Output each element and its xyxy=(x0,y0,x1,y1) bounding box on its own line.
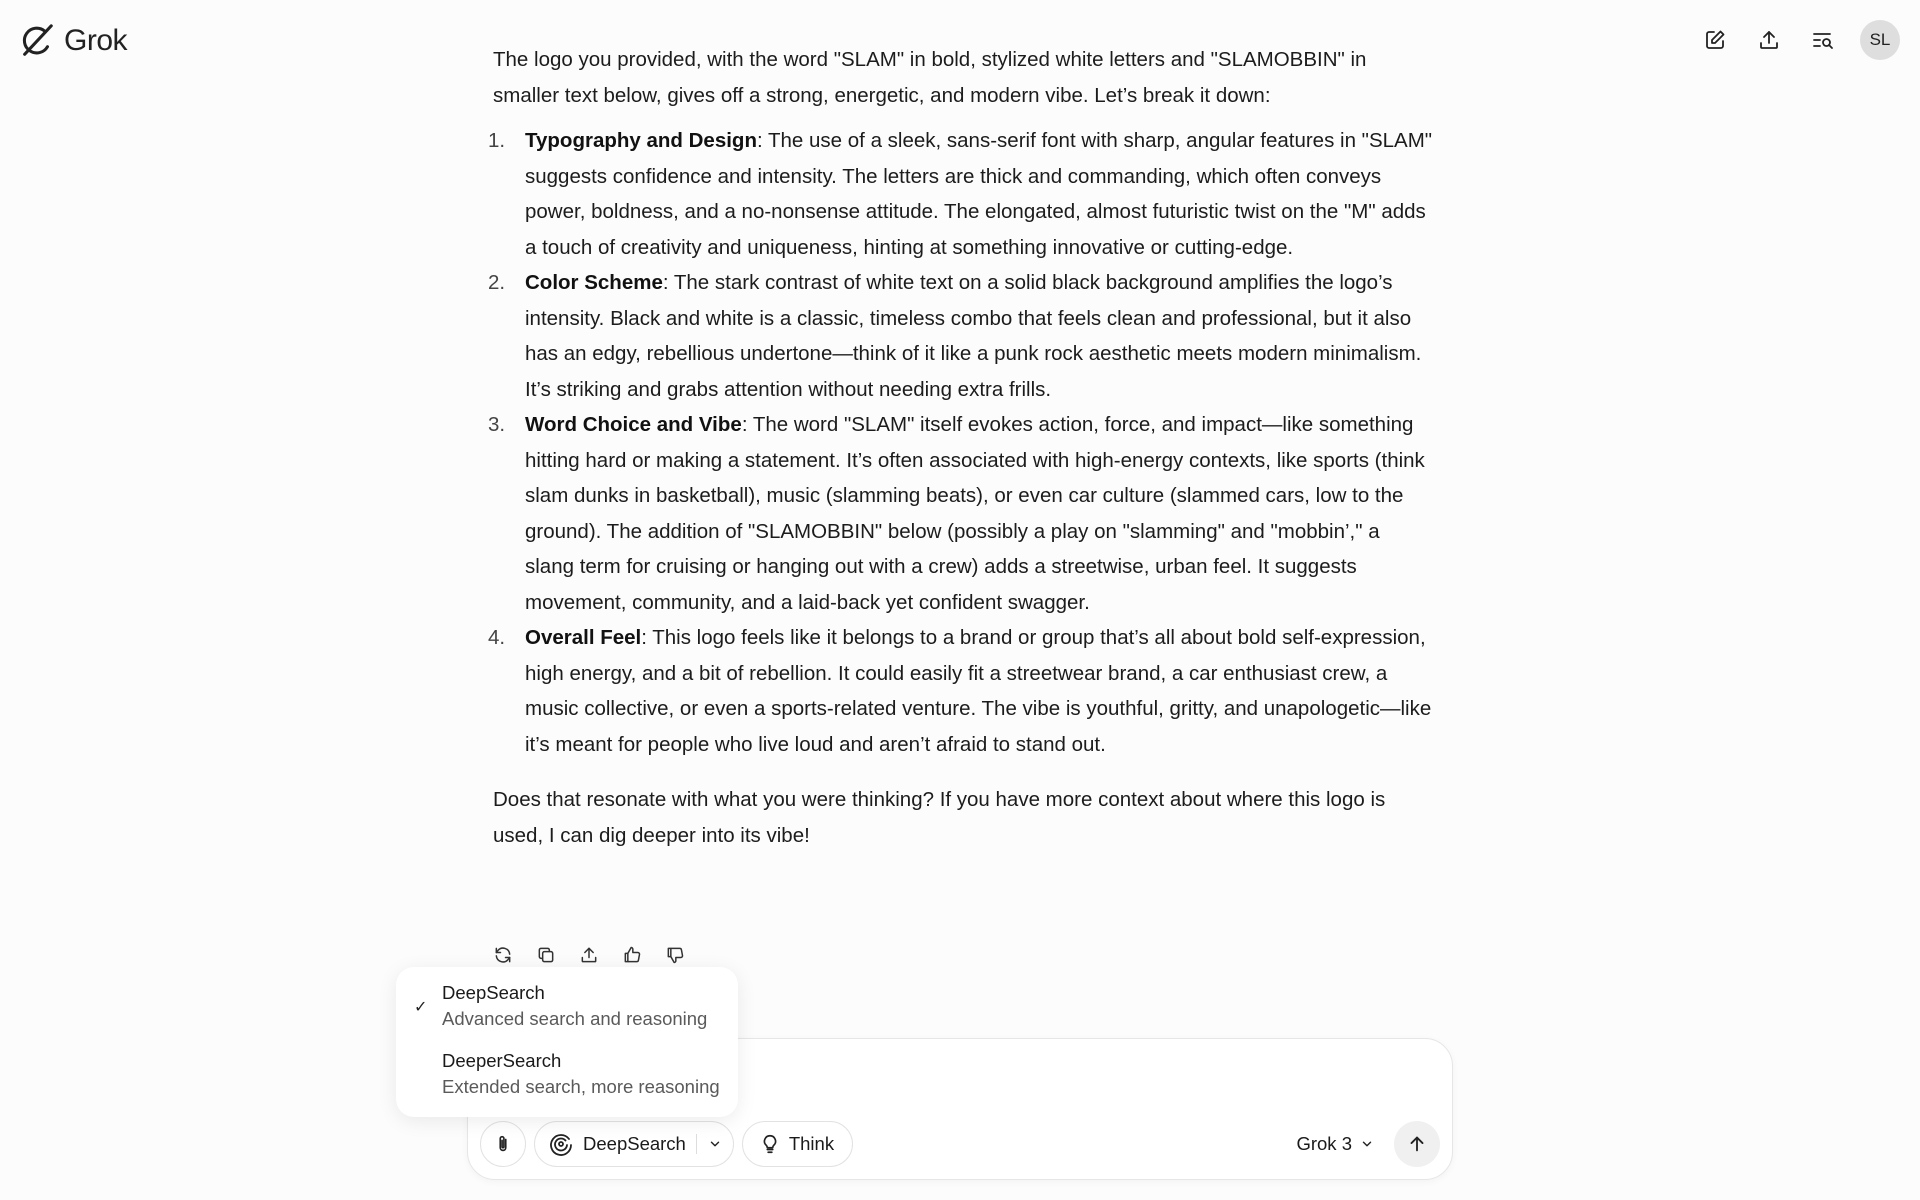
upload-icon xyxy=(1757,28,1781,52)
option-title: DeepSearch xyxy=(442,982,545,1003)
item-text: : The use of a sleek, sans-serif font with sharp, angular features in "SLAM" suggests confidence and intensity. The letters are thick and commanding, which often conveys power, boldness, and a no-nonsense attitude. The elongated, almost futuristic twist on the "M" adds a touch of creativity and uniqueness, hinting at something innovative or cutting-edge. xyxy=(525,129,1433,259)
composer-toolbar xyxy=(480,1121,1440,1167)
deepsearch-options-button[interactable] xyxy=(697,1137,733,1151)
list-item: 3. Word Choice and Vibe: The word "SLAM" itself evokes action, force, and impact—like something hitting hard or making a statement. It’s often associated with high-energy contexts, like sports (think slam dunks in basketball), music (slamming beats), or even car culture (slammed cars, low to the ground). The addition of "SLAMOBBIN" below (possibly a play on "slamming" and "mobbin’," a slang term for cruising or hanging out with a crew) adds a streetwise, urban feel. It suggests movement, community, and a laid-back yet confident swagger. xyxy=(488,413,1425,614)
share-message-button[interactable] xyxy=(576,942,602,968)
model-selector[interactable] xyxy=(1296,1133,1374,1155)
attach-button[interactable] xyxy=(480,1121,526,1167)
assistant-message xyxy=(488,42,1433,853)
thumbs-down-button[interactable] xyxy=(662,942,688,968)
message-actions xyxy=(490,942,688,968)
edit-icon xyxy=(1703,28,1727,52)
deepsearch-toggle[interactable] xyxy=(534,1121,734,1167)
chevron-down-icon xyxy=(708,1137,722,1151)
user-avatar[interactable]: SL xyxy=(1860,20,1900,60)
app-name: Grok xyxy=(64,24,128,57)
option-subtitle: Advanced search and reasoning xyxy=(442,1008,708,1029)
upload-icon xyxy=(579,945,599,965)
lightbulb-icon xyxy=(759,1133,781,1155)
deepsearch-dropdown xyxy=(396,967,738,1117)
item-text: : The stark contrast of white text on a solid black background amplifies the logo’s intensity. Black and white is a classic, timeless combo that feels clean and professional, but it also has an edgy, rebellious undertone—think of it like a punk rock aesthetic meets modern minimalism. It’s striking and grabs attention without needing extra frills. xyxy=(525,271,1422,401)
copy-icon xyxy=(536,945,556,965)
dropdown-option-deepersearch[interactable] xyxy=(396,1049,738,1111)
list-item: 1. Typography and Design: The use of a sleek, sans-serif font with sharp, angular features in "SLAM" suggests confidence and intensity. The letters are thick and commanding, which often conveys power, boldness, and a no-nonsense attitude. The elongated, almost futuristic twist on the "M" adds a touch of creativity and uniqueness, hinting at something innovative or cutting-edge. xyxy=(488,129,1433,259)
message-outro: Does that resonate with what you were thinking? If you have more context about where this logo is used, I can dig deeper into its vibe! xyxy=(493,788,1386,847)
top-actions xyxy=(1698,20,1900,60)
item-title: Overall Feel xyxy=(525,626,642,649)
dropdown-option-deepsearch[interactable] xyxy=(396,981,738,1043)
item-text: : This logo feels like it belongs to a brand or group that’s all about bold self-expression, high energy, and a bit of rebellion. It could easily fit a streetwear brand, a car enthusiast crew, a music collective, or even a sports-related venture. The vibe is youthful, gritty, and unapologetic—like it’s meant for people who live loud and aren’t afraid to stand out. xyxy=(525,626,1432,756)
send-button[interactable] xyxy=(1394,1121,1440,1167)
item-title: Color Scheme xyxy=(525,271,663,294)
item-text: : The word "SLAM" itself evokes action, force, and impact—like something hitting hard or making a statement. It’s often associated with high-energy contexts, like sports (think slam dunks in basketball), music (slamming beats), or even car culture (slammed cars, low to the ground). The addition of "SLAMOBBIN" below (possibly a play on "slamming" and "mobbin’," a slang term for cruising or hanging out with a crew) adds a streetwise, urban feel. It suggests movement, community, and a laid-back yet confident swagger. xyxy=(525,413,1425,614)
checkmark-icon: ✓ xyxy=(414,999,428,1016)
thumbs-up-icon xyxy=(622,945,642,965)
option-subtitle: Extended search, more reasoning xyxy=(442,1076,720,1097)
message-intro: The logo you provided, with the word "SLAM" in bold, stylized white letters and "SLAMOBBIN" in smaller text below, gives off a strong, energetic, and modern vibe. Let’s break it down: xyxy=(493,48,1367,107)
chevron-down-icon xyxy=(1360,1137,1374,1151)
list-item: 4. Overall Feel: This logo feels like it belongs to a brand or group that’s all about bold self-expression, high energy, and a bit of rebellion. It could easily fit a streetwear brand, a car enthusiast crew, a music collective, or even a sports-related venture. The vibe is youthful, gritty, and unapologetic—like it’s meant for people who live loud and aren’t afraid to stand out. xyxy=(488,626,1432,756)
grok-logo-icon xyxy=(18,22,56,60)
deepsearch-icon xyxy=(549,1132,573,1156)
think-toggle[interactable] xyxy=(742,1121,853,1167)
analysis-list xyxy=(488,123,1433,762)
thumbs-down-icon xyxy=(665,945,685,965)
list-item: 2. Color Scheme: The stark contrast of white text on a solid black background amplifies the logo’s intensity. Black and white is a classic, timeless combo that feels clean and professional, but it also has an edgy, rebellious undertone—think of it like a punk rock aesthetic meets modern minimalism. It’s striking and grabs attention without needing extra frills. xyxy=(488,271,1422,401)
model-label: Grok 3 xyxy=(1296,1133,1352,1154)
new-chat-button[interactable] xyxy=(1698,23,1732,57)
grok-logo[interactable] xyxy=(18,22,127,60)
deepsearch-label: DeepSearch xyxy=(583,1133,686,1154)
refresh-icon xyxy=(493,945,513,965)
think-label: Think xyxy=(788,1133,835,1154)
list-search-icon xyxy=(1811,28,1835,52)
thumbs-up-button[interactable] xyxy=(619,942,645,968)
regenerate-button[interactable] xyxy=(490,942,516,968)
arrow-up-icon xyxy=(1406,1133,1428,1155)
item-title: Word Choice and Vibe xyxy=(525,413,742,436)
option-title: DeeperSearch xyxy=(442,1050,562,1071)
item-title: Typography and Design xyxy=(525,129,757,152)
paperclip-icon xyxy=(492,1133,514,1155)
copy-button[interactable] xyxy=(533,942,559,968)
share-button[interactable] xyxy=(1752,23,1786,57)
history-search-button[interactable] xyxy=(1806,23,1840,57)
